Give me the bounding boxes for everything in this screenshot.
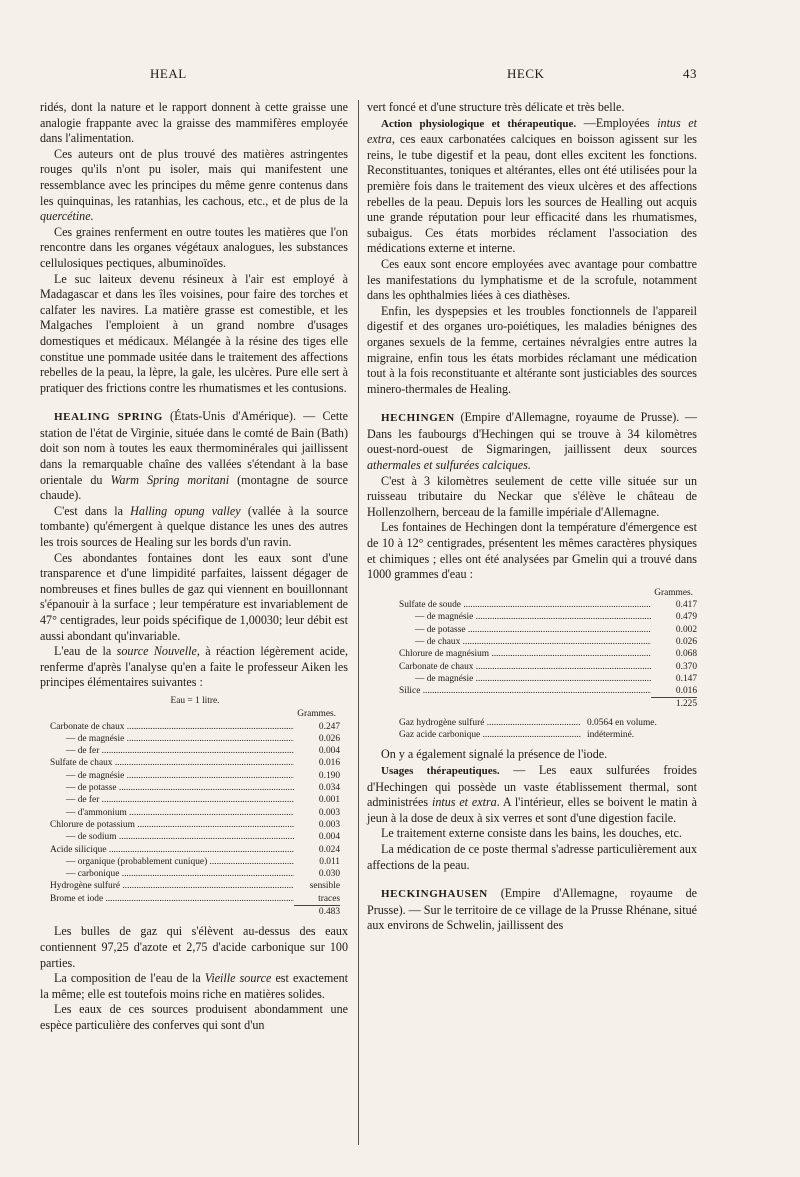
row-label: — organique (probablement cunique) ..... [50, 856, 294, 868]
paragraph: vert foncé et d'une structure très délicate et très belle. [367, 100, 625, 114]
paragraph: Ces graines renferment en outre toutes les matières que l'on rencontre dans les organes végétaux analogues, les substances cellulosiques pectiques, albuminoïdes. [40, 224, 348, 270]
row-label: Chlorure de potassium ..... [50, 819, 294, 831]
row-label: Acide silicique ..... [50, 844, 294, 856]
row-value: 0.016 [318, 758, 340, 769]
paragraph: C'est dans la Halling opung valley (vallée à la source tombante) qu'émergent à quelque distance les unes des autres les trois sources de Healing sur les bords d'un ravin. [40, 503, 348, 550]
column-divider [358, 100, 359, 1145]
row-value: 0.016 [675, 686, 697, 697]
table-row [399, 685, 697, 697]
row-value: 0.001 [318, 795, 340, 806]
row-value: 0.247 [318, 721, 340, 732]
paragraph: Enfin, les dyspepsies et les troubles fonctionnels de l'appareil digestif et des organes uro-poiétiques, les maladies bénignes des organes sexuels de la femme, certaines névralgies entre autres la migraine, enfin tous les états morbides réclamant une médication tout à la fois reconstituante et altérante sont justiciables des sources minero-thermales de Healing. [367, 303, 697, 396]
paragraph: ridés, dont la nature et le rapport donnent à cette graisse une analogie frappante avec la graisse des mammifères employée dans l'alimentation. [40, 100, 348, 146]
table-total: 0.483 [50, 905, 340, 918]
table-row [50, 880, 340, 892]
table-row [399, 717, 697, 729]
subheading: Action physiologique et thérapeutique. [381, 117, 577, 130]
row-value: 0.026 [318, 733, 340, 744]
row-label: Sulfate de soude ..... [399, 599, 651, 611]
row-value: 0.034 [318, 783, 340, 794]
row-value: 0.417 [675, 600, 697, 611]
row-label: — de potasse ..... [50, 782, 294, 794]
paragraph: Usages thérapeutiques. — Les eaux sulfurées froides d'Hechingen qui possède un vaste établissement thermal, sont administrées intus et extra. A l'intérieur, elles se boivent le matin à jeun à la dose de deux à six verres et sont d'une digestion facile. [367, 762, 697, 825]
table-row [399, 661, 697, 673]
row-value: 0.030 [318, 869, 340, 880]
paragraph: Ces auteurs ont de plus trouvé des matières astringentes rouges qu'ils n'ont pu isoler, mais qui manifestent une ressemblance avec les principes du même genre contenus dans les quinquinas, les ratanhias, les cachous, etc., et de plus de la quercétine. [40, 146, 348, 224]
running-head-center: HECK [507, 66, 545, 81]
paragraph: L'eau de la source Nouvelle, à réaction légèrement acide, renferme d'après l'analyse qu'en a faite le professeur Aiken les principes élémentaires suivantes : [40, 644, 348, 690]
row-label: — de magnésie ..... [399, 611, 651, 623]
row-label: Brome et iode ..... [50, 893, 294, 905]
table-row [50, 856, 340, 868]
row-label: Gaz acide carbonique ..... [399, 729, 581, 741]
table-row [50, 868, 340, 880]
row-label: — carbonique ..... [50, 868, 294, 880]
row-value: 0.190 [318, 770, 340, 781]
paragraph: La médication de ce poste thermal s'adresse particulièrement aux affections de la peau. [367, 841, 697, 872]
table-row [399, 648, 697, 660]
subheading: Usages thérapeutiques. [381, 764, 500, 777]
table-row [50, 782, 340, 794]
table-row [50, 807, 340, 819]
table-row [399, 636, 697, 648]
table-row [50, 794, 340, 806]
table-row [50, 819, 340, 831]
analysis-table-healing [40, 695, 348, 918]
table-row [399, 599, 697, 611]
entry-heading: HECHINGEN [381, 412, 455, 425]
row-value: 0.147 [675, 673, 697, 684]
row-label: Carbonate de chaux ..... [399, 661, 651, 673]
row-value: 0.026 [675, 637, 697, 647]
row-value: 0.004 [318, 832, 340, 843]
row-value: 0.003 [318, 819, 340, 830]
entry-heckinghausen: HECKINGHAUSEN (Empire d'Allemagne, royaume de Prusse). — Sur le territoire de ce village de la Prusse Rhénane, situé aux environs de Schwelin, jaillissent des [367, 886, 697, 933]
running-head-left: HEAL [150, 66, 187, 81]
row-value: traces [318, 893, 340, 904]
table-row [50, 733, 340, 745]
row-value: 0.002 [675, 624, 697, 635]
paragraph: C'est à 3 kilomètres seulement de cette ville située sur un ruisseau tributaire du Neckar que s'élève le château de Hollenzolhern, berceau de la famille impériale d'Allemagne. [367, 473, 697, 519]
table-row [50, 721, 340, 733]
row-label: — de magnésie ..... [50, 770, 294, 782]
row-label: Sulfate de chaux ..... [50, 757, 294, 769]
paragraph: Les bulles de gaz qui s'élèvent au-dessus des eaux contiennent 97,25 d'azote et 2,75 d'acide carbonique sur 100 parties. [40, 924, 348, 970]
row-value: 0.068 [675, 649, 697, 660]
row-label: — de chaux ..... [399, 636, 651, 648]
left-column [40, 100, 348, 1033]
paragraph: Action physiologique et thérapeutique. —Employées intus et extra, ces eaux carbonatées calciques en boisson agissent sur les reins, le tube digestif et la peau, dont elles excitent les fonctions. Reconstituantes, toniques et altérantes, elles ont été utilisées pour la première fois dans le traitement des vieux ulcères et des affections rebelles de la peau. Depuis lors les sources de Healling out acquis une grande réputation pour leur efficacité dans les rhumatismes, subaigus. Ces états morbides réclament l'association des médications externe et interne. [367, 115, 697, 256]
paragraph: Ces abondantes fontaines dont les eaux sont d'une transparence et d'une limpidité parfaites, laissent dégager de nombreuses et fines bulles de gaz qui viennent en bouillonnant s'épanouir à la surface ; leur température est invariablement de 47° centigrades, leur poids spécifique de 1,00030; leur débit est aussi abondant qu'invariable. [40, 550, 348, 643]
row-label: Carbonate de chaux ..... [50, 721, 294, 733]
entry-heading: HEALING SPRING [54, 411, 163, 424]
row-value: indéterminé. [587, 730, 635, 741]
row-label: Silice ..... [399, 685, 651, 697]
table-row [399, 729, 697, 741]
paragraph: Les fontaines de Hechingen dont la température d'émergence est de 10 à 12° centigrades, présentent les mêmes caractères physiques et chimiques ; elles ont été analysées par Gmelin qui a trouvé dans 1000 grammes d'eau : [367, 520, 697, 582]
table-row [50, 893, 340, 905]
row-label: — de magnésie ..... [50, 733, 294, 745]
row-value: 0.004 [318, 746, 340, 757]
row-value: 0.003 [318, 807, 340, 818]
paragraph: Le traitement externe consiste dans les bains, les douches, etc. [381, 826, 682, 841]
table-row [399, 624, 697, 636]
table-total: 1.225 [399, 697, 697, 710]
table-row [50, 745, 340, 757]
table-unit: Grammes. [654, 587, 693, 598]
paragraph: Le suc laiteux devenu résineux à l'air est employé à Madagascar et dans les îles voisines, pour faire des torches et calfater les navires. La matière grasse est comestible, et les Malgaches l'emploient à un grand nombre d'usages domestiques et médicaux. Mélangée à la résine des tiges elle constitue une pommade usitée dans le traitement des affections rebelles de la peau, la lèpre, la gale, les ulcères. Pure elle sert à pratiquer des frictions contre les rhumatismes et les contusions. [40, 271, 348, 395]
page-number: 43 [683, 66, 697, 81]
table-row [399, 673, 697, 685]
row-label: Chlorure de magnésium ..... [399, 648, 651, 660]
table-row [50, 757, 340, 769]
paragraph: La composition de l'eau de la Vieille source est exactement la même; elle est toutefois moins riche en matières solides. [40, 971, 349, 1001]
paragraph: Ces eaux sont encore employées avec avantage pour combattre les manifestations du lymphatisme et de la scrofule, notamment dans les ophthalmies liées à ces diathèses. [367, 256, 697, 303]
entry-heading: HECKINGHAUSEN [381, 888, 488, 901]
row-label: Gaz hydrogène sulfuré ..... [399, 717, 581, 729]
row-value: 0.024 [318, 844, 340, 855]
table-row [50, 831, 340, 843]
row-value: 0.011 [319, 856, 340, 867]
analysis-table-hechingen [367, 587, 697, 742]
entry-hechingen: HECHINGEN (Empire d'Allemagne, royaume de Prusse). — Dans les faubourgs d'Hechingen qui se trouve à 34 kilomètres ouest-nord-ouest de Sigmaringen, jaillissent deux sources athermales et sulfurées calciques. [367, 410, 697, 473]
row-value: sensible [309, 881, 340, 892]
row-value: 0.370 [675, 661, 697, 672]
row-value: 0.479 [675, 612, 697, 623]
row-value: 0.0564 en volume. [587, 717, 657, 728]
paragraph: On y a également signalé la présence de l'iode. [381, 747, 608, 762]
entry-healing-spring: HEALING SPRING (États-Unis d'Amérique). — Cette station de l'état de Virginie, située dans le comté de Bain (Bath) doit son nom à toutes les eaux thermominérales qui jaillissent dans la remarquable chaîne des vallées s'étendant à la base orientale du Warm Spring moritani (montagne de source chaude). [40, 409, 348, 503]
row-label: — de potasse ..... [399, 624, 651, 636]
table-row [50, 844, 340, 856]
row-label: — de fer ..... [50, 794, 294, 806]
row-label: — d'ammonium ..... [50, 807, 294, 819]
table-caption: Eau = 1 litre. [170, 695, 220, 706]
table-row [399, 611, 697, 623]
row-label: — de sodium ..... [50, 831, 294, 843]
paragraph: Les eaux de ces sources produisent abondamment une espèce particulière des conferves qui sont d'un [40, 1002, 348, 1032]
row-label: — de magnésie ..... [399, 673, 651, 685]
row-label: — de fer ..... [50, 745, 294, 757]
right-column [367, 100, 697, 934]
row-label: Hydrogène sulfuré ..... [50, 880, 294, 892]
table-unit: Grammes. [297, 709, 336, 720]
table-row [50, 770, 340, 782]
